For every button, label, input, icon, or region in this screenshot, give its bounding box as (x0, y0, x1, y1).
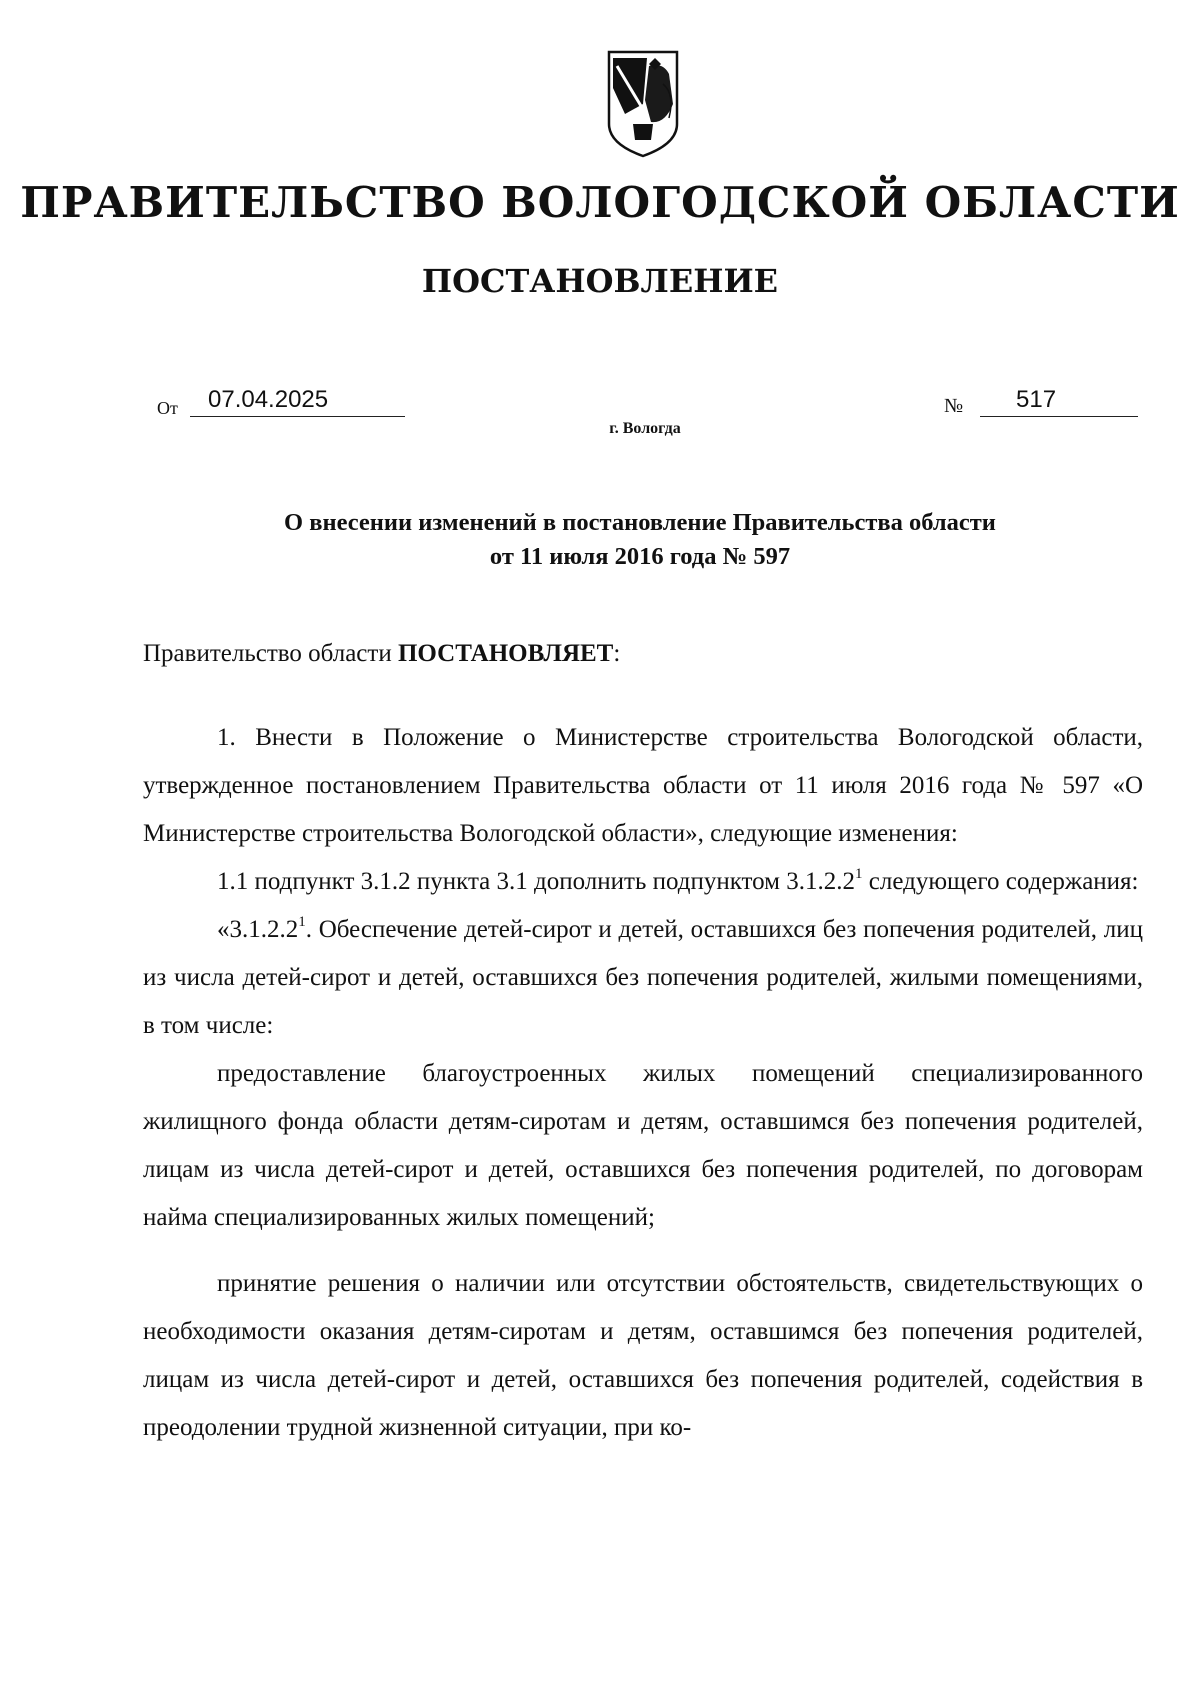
paragraph: 1. Внести в Положение о Министерстве строительства Вологодской области, утвержденное постановлением Правительства области от 11 июля 2016 года № 597 «О Министерстве строительства Вологодской области», следующие изменения: (143, 724, 1143, 847)
paragraph-text: следующего содержания: (862, 868, 1139, 895)
decree-word: ПОСТАНОВЛЯЕТ (397, 640, 614, 667)
paragraph (143, 858, 1143, 906)
subject-line: от 11 июля 2016 года № 597 (489, 543, 791, 570)
paragraph-text: . Обеспечение детей-сирот и детей, оставшихся без попечения родителей, лиц из числа детей-сирот и детей, оставшихся без попечения родителей, жилыми помещениями, в том числе: (143, 916, 1143, 1039)
decree-colon: : (613, 640, 621, 667)
place-of-issue: г. Вологда (609, 420, 681, 437)
decree-lead: Правительство области (143, 640, 398, 667)
subject-line: О внесении изменений в постановление Правительства области (284, 509, 996, 536)
number-label: № (944, 395, 964, 417)
organization-title: ПРАВИТЕЛЬСТВО ВОЛОГОДСКОЙ ОБЛАСТИ (20, 178, 1180, 227)
paragraph-text: «3.1.2.2 (217, 916, 299, 943)
paragraph-text: 1.1 подпункт 3.1.2 пункта 3.1 дополнить подпунктом 3.1.2.2 (217, 868, 856, 895)
coat-of-arms-icon (603, 44, 683, 164)
document-date: 07.04.2025 (190, 386, 405, 417)
document-number: 517 (980, 386, 1138, 417)
document-body (143, 630, 1143, 1452)
superscript: 1 (298, 913, 306, 930)
paragraph (143, 906, 1143, 1050)
paragraph: предоставление благоустроенных жилых помещений специализированного жилищного фонда области детям-сиротам и детям, оставшимся без попечения родителей, лицам из числа детей-сирот и детей, оставшихся без попечения родителей, по договорам найма специализированных жилых помещений; (143, 1060, 1143, 1231)
document-type: ПОСТАНОВЛЕНИЕ (421, 262, 779, 300)
decree-paragraph (143, 630, 1143, 678)
document-subject (150, 506, 1130, 574)
date-label: От (157, 398, 178, 418)
superscript: 1 (855, 865, 863, 882)
paragraph: принятие решения о наличии или отсутствии обстоятельств, свидетельствующих о необходимости оказания детям-сиротам и детям, оставшимся без попечения родителей, лицам из числа детей-сирот и детей, оставшихся без попечения родителей, содействия в преодолении трудной жизненной ситуации, при ко- (143, 1270, 1143, 1441)
